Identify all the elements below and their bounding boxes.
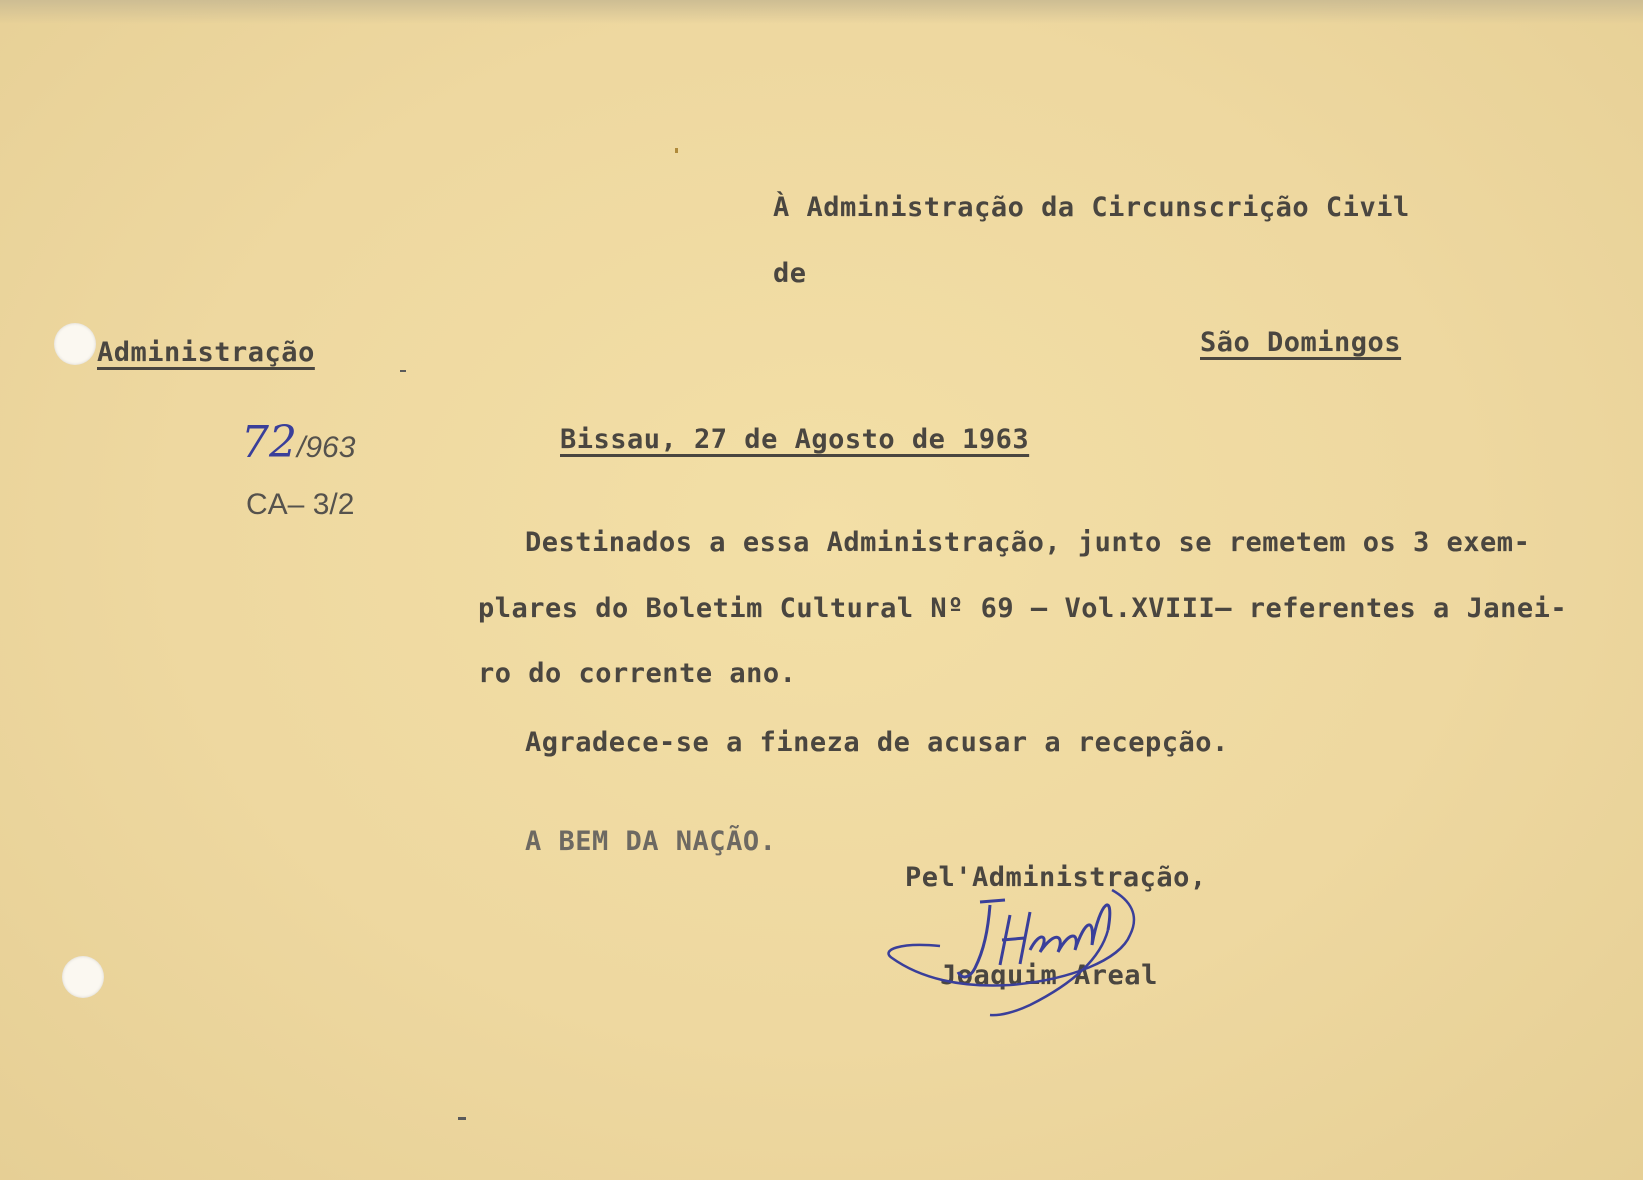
signature-title: Pel'Administração, bbox=[905, 862, 1207, 893]
body-line-4: Agradece-se a fineza de acusar a recepção. bbox=[525, 727, 1229, 758]
page-edge-shadow bbox=[0, 0, 1643, 24]
punch-hole-top bbox=[54, 323, 96, 365]
date-line: Bissau, 27 de Agosto de 1963 bbox=[560, 424, 1030, 455]
addressee-line2: de bbox=[773, 258, 807, 289]
ink-speck bbox=[458, 1117, 466, 1120]
signatory-name: Joaquim Areal bbox=[940, 960, 1158, 991]
body-line-1: Destinados a essa Administração, junto se remetem os 3 exem- bbox=[525, 527, 1531, 558]
addressee-place: São Domingos bbox=[1200, 327, 1402, 358]
sender-department: Administração bbox=[97, 337, 315, 368]
ink-speck bbox=[675, 148, 678, 153]
handwritten-signature bbox=[880, 860, 1210, 1020]
reference-number bbox=[241, 417, 355, 468]
body-line-2: plares do Boletim Cultural Nº 69 – Vol.XVIII– referentes a Janei- bbox=[478, 593, 1568, 624]
body-line-3: ro do corrente ano. bbox=[478, 658, 797, 689]
ink-speck bbox=[400, 370, 406, 372]
reference-code: CA– 3/2 bbox=[246, 488, 355, 521]
reference-number-handwritten: 72 bbox=[241, 417, 297, 468]
reference-year: /963 bbox=[297, 431, 356, 464]
closing-salutation: A BEM DA NAÇÃO. bbox=[525, 826, 777, 857]
punch-hole-bottom bbox=[62, 956, 104, 998]
addressee-line1: À Administração da Circunscrição Civil bbox=[773, 192, 1410, 223]
